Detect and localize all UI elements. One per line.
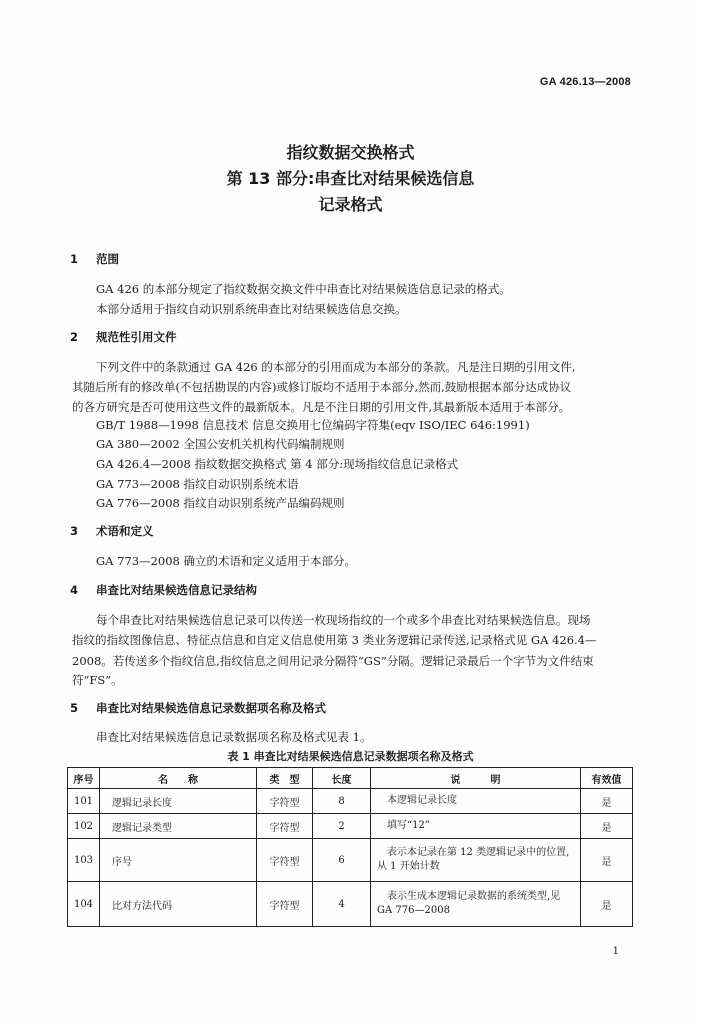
table-row [68, 814, 633, 839]
document-title [0, 140, 701, 218]
cell-name: 逻辑记录长度 [100, 789, 257, 814]
cell-type: 字符型 [257, 789, 313, 814]
section-title: 术语和定义 [96, 524, 154, 538]
cell-valid: 是 [581, 839, 633, 882]
cell-length: 6 [313, 839, 371, 882]
page-number: 1 [612, 946, 619, 957]
description-text: 从 1 开始计数 [377, 861, 440, 872]
cell-description [371, 814, 581, 839]
section-5-heading [70, 700, 326, 716]
reference-item: GB/T 1988—1998 信息技术 信息交换用七位编码字符集(eqv ISO/IEC 646:1991) [96, 418, 530, 432]
paragraph-line: 2008。若传送多个指纹信息,指纹信息之间用记录分隔符“GS”分隔。逻辑记录最后一个字节为文件结束 [72, 654, 594, 668]
cell-type: 字符型 [257, 814, 313, 839]
section-2-heading [70, 329, 177, 345]
cell-name: 逻辑记录类型 [100, 814, 257, 839]
col-header-length: 长度 [313, 768, 371, 789]
cell-type: 字符型 [257, 882, 313, 927]
col-header-name: 名 称 [100, 768, 257, 789]
cell-description [371, 839, 581, 882]
section-number: 4 [70, 583, 79, 597]
table-caption: 表 1 串查比对结果候选信息记录数据项名称及格式 [227, 750, 474, 763]
col-header-seq: 序号 [68, 768, 100, 789]
section-1-heading [70, 251, 119, 267]
cell-description [371, 789, 581, 814]
cell-name: 序号 [100, 839, 257, 882]
reference-item: GA 426.4—2008 指纹数据交换格式 第 4 部分:现场指纹信息记录格式 [96, 457, 459, 471]
cell-seq: 104 [68, 882, 100, 927]
table-row [68, 882, 633, 927]
paragraph-line: 指纹的指纹图像信息、特征点信息和自定义信息使用第 3 类业务逻辑记录传送,记录格式见 GA 426.4— [72, 633, 597, 647]
cell-length: 8 [313, 789, 371, 814]
cell-valid: 是 [581, 814, 633, 839]
cell-length: 2 [313, 814, 371, 839]
standard-code: GA 426.13—2008 [539, 76, 631, 88]
title-line-2: 第 13 部分:串查比对结果候选信息 [226, 169, 475, 188]
section-title: 串查比对结果候选信息记录结构 [96, 583, 257, 597]
section-3-heading [70, 523, 154, 539]
table-row [68, 839, 633, 882]
section-number: 3 [70, 524, 79, 538]
paragraph-line: 其随后所有的修改单(不包括勘误的内容)或修订版均不适用于本部分,然而,鼓励根据本部分达成协议 [72, 380, 572, 394]
title-line-1: 指纹数据交换格式 [286, 143, 415, 162]
cell-valid: 是 [581, 882, 633, 927]
description-text: 本逻辑记录长度 [387, 795, 457, 806]
description-text: 表示生成本逻辑记录数据的系统类型,见 [387, 891, 561, 902]
reference-item: GA 776—2008 指纹自动识别系统产品编码规则 [96, 496, 345, 510]
cell-valid: 是 [581, 789, 633, 814]
table-row [68, 789, 633, 814]
reference-item: GA 773—2008 指纹自动识别系统术语 [96, 477, 299, 491]
cell-seq: 103 [68, 839, 100, 882]
paragraph-line: 符“FS”。 [72, 673, 123, 687]
description-text: 填写“12” [387, 820, 430, 831]
paragraph-line: 每个串查比对结果候选信息记录可以传送一枚现场指纹的一个或多个串查比对结果候选信息。现场 [96, 613, 591, 627]
section-number: 1 [70, 252, 79, 266]
cell-description [371, 882, 581, 927]
paragraph: GA 773—2008 确立的术语和定义适用于本部分。 [96, 554, 357, 568]
col-header-valid: 有效值 [581, 768, 633, 789]
section-number: 2 [70, 330, 79, 344]
paragraph: 串查比对结果候选信息记录数据项名称及格式见表 1。 [96, 730, 372, 744]
col-header-description: 说 明 [371, 768, 581, 789]
paragraph: 本部分适用于指纹自动识别系统串查比对结果候选信息交换。 [96, 302, 407, 316]
cell-name: 比对方法代码 [100, 882, 257, 927]
col-header-type: 类 型 [257, 768, 313, 789]
cell-type: 字符型 [257, 839, 313, 882]
title-line-3: 记录格式 [318, 195, 383, 214]
section-title: 规范性引用文件 [96, 330, 177, 344]
cell-seq: 101 [68, 789, 100, 814]
cell-seq: 102 [68, 814, 100, 839]
paragraph-line: 下列文件中的条款通过 GA 426 的本部分的引用而成为本部分的条款。凡是注日期的引用文件, [96, 360, 576, 374]
section-4-heading [70, 582, 257, 598]
paragraph: GA 426 的本部分规定了指纹数据交换文件中串查比对结果候选信息记录的格式。 [96, 282, 511, 296]
description-text: GA 776—2008 [377, 905, 450, 916]
description-text: 表示本记录在第 12 类逻辑记录中的位置, [387, 847, 570, 858]
reference-item: GA 380—2002 全国公安机关机构代码编制规则 [96, 437, 345, 451]
section-title: 串查比对结果候选信息记录数据项名称及格式 [96, 701, 326, 715]
table-header-row [68, 768, 633, 789]
section-number: 5 [70, 701, 79, 715]
paragraph-line: 的各方研究是否可使用这些文件的最新版本。凡是不注日期的引用文件,其最新版本适用于本部分。 [72, 400, 571, 414]
section-title: 范围 [96, 252, 119, 266]
data-item-table [67, 767, 633, 927]
cell-length: 4 [313, 882, 371, 927]
